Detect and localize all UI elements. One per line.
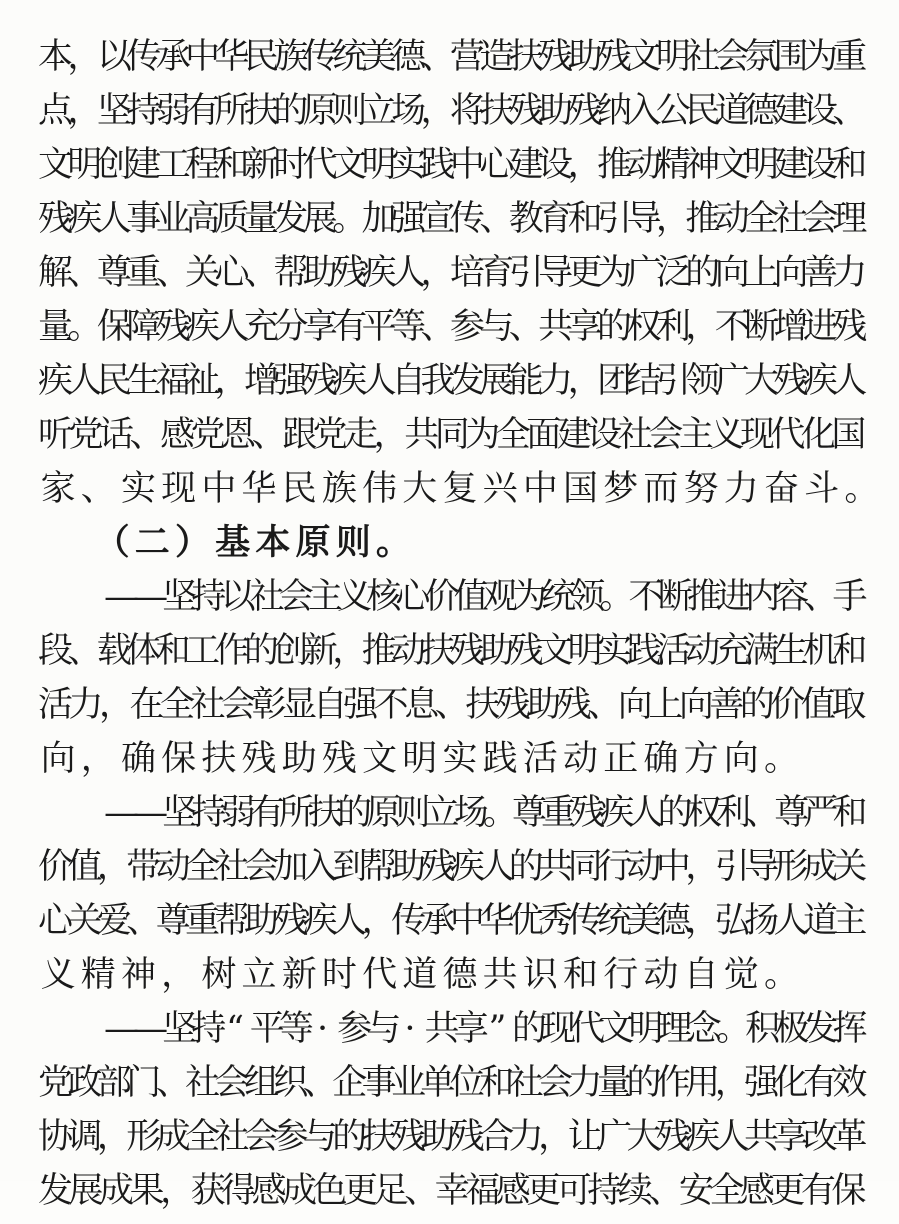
text-line: 听 党 话 、 感 党 恩 、 跟 党 走 ， 共 同 为 全 面 建 设 社 会 主 义 现 代 化 国 — [38, 415, 867, 455]
text-line: 向 ， 确 保 扶 残 助 残 文 明 实 践 活 动 正 确 方 向 。 — [40, 739, 799, 779]
text-line: 量 。 保 障 残 疾 人 充 分 享 有 平 等 、 参 与 、 共 享 的 权 利 ， 不 断 增 进 残 — [38, 307, 868, 347]
text-line: 段 、 载 体 和 工 作 的 创 新 ， 推 动 扶 残 助 残 文 明 实 践 活 动 充 满 生 机 和 — [38, 631, 868, 671]
text-line: 家 、 实 现 中 华 民 族 伟 大 复 兴 中 国 梦 而 努 力 奋 斗 。 — [40, 469, 880, 509]
text-line: 活 力 ， 在 全 社 会 彰 显 自 强 不 息 、 扶 残 助 残 、 向 上 向 善 的 价 值 取 — [38, 685, 867, 725]
text-line: — — 坚 持 “ 平 等 · 参 与 · 共 享 ” 的 现 代 文 明 理 念 。 积 极 发 挥 — [104, 1009, 868, 1049]
text-line: 残 疾 人 事 业 高 质 量 发 展 。 加 强 宣 传 、 教 育 和 引 导 ， 推 动 全 社 会 理 — [38, 199, 868, 239]
text-line: 心 关 爱 、 尊 重 帮 助 残 疾 人 ， 传 承 中 华 优 秀 传 统 美 德 ， 弘 扬 人 道 主 — [38, 901, 868, 941]
text-line: 协 调 ， 形 成 全 社 会 参 与 的 扶 残 助 残 合 力 ， 让 广 大 残 疾 人 共 享 改 革 — [38, 1117, 868, 1157]
section-heading: （ 二 ） 基 本 原 则 。 — [94, 522, 411, 563]
text-line: — — 坚 持 弱 有 所 扶 的 原 则 立 场 。 尊 重 残 疾 人 的 权 利 、 尊 严 和 — [104, 793, 868, 833]
text-line: — — 坚 持 以 社 会 主 义 核 心 价 值 观 为 统 领 。 不 断 推 进 内 容 、 手 — [104, 577, 868, 617]
text-line: 发 展 成 果 ， 获 得 感 成 色 更 足 、 幸 福 感 更 可 持 续 、 安 全 感 更 有 保 — [38, 1171, 867, 1211]
text-line: 义 精 神 ， 树 立 新 时 代 道 德 共 识 和 行 动 自 觉 。 — [40, 955, 799, 995]
text-line: 解 、 尊 重 、 关 心 、 帮 助 残 疾 人 ， 培 育 引 导 更 为 广 泛 的 向 上 向 善 力 — [38, 253, 868, 293]
text-line: 点 ， 坚 持 弱 有 所 扶 的 原 则 立 场 ， 将 扶 残 助 残 纳 入 公 民 道 德 建 设 、 — [38, 91, 868, 131]
text-line: 本 ， 以 传 承 中 华 民 族 传 统 美 德 、 营 造 扶 残 助 残 文 明 社 会 氛 围 为 重 — [38, 37, 868, 77]
text-line: 文 明 创 建 工 程 和 新 时 代 文 明 实 践 中 心 建 设 ， 推 动 精 神 文 明 建 设 和 — [38, 145, 868, 185]
text-line: 价 值 ， 带 动 全 社 会 加 入 到 帮 助 残 疾 人 的 共 同 行 动 中 ， 引 导 形 成 关 — [38, 847, 868, 887]
text-line: 党 政 部 门 、 社 会 组 织 、 企 事 业 单 位 和 社 会 力 量 的 作 用 ， 强 化 有 效 — [38, 1063, 868, 1103]
text-line: 疾 人 民 生 福 祉 ， 增 强 残 疾 人 自 我 发 展 能 力 ， 团 结 引 领 广 大 残 疾 人 — [38, 361, 868, 401]
